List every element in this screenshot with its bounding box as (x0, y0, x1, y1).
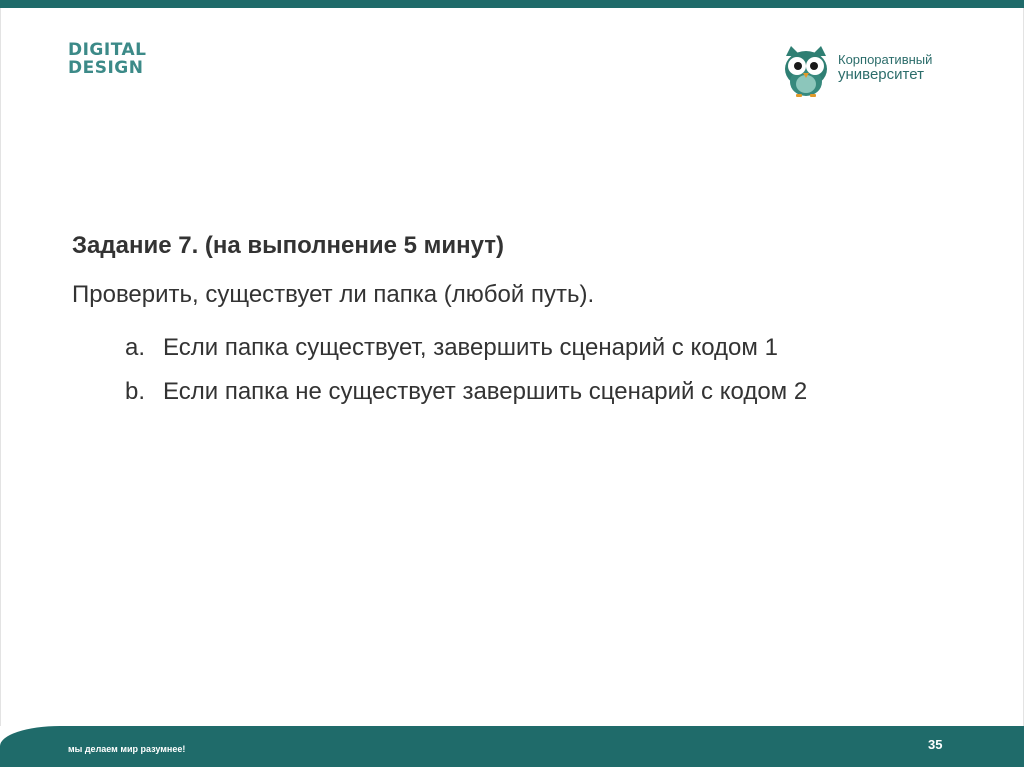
task-list (72, 326, 972, 414)
footer-bar (0, 726, 1024, 767)
logo-line-2: DESIGN (68, 58, 144, 78)
list-marker: b. (125, 378, 146, 405)
top-accent-bar (0, 0, 1024, 8)
list-item (72, 370, 953, 414)
page-number: 35 (928, 737, 943, 752)
task-title: Задание 7. (на выполнение 5 минут) (72, 232, 504, 259)
partner-line-2: университет (838, 66, 924, 83)
logo-line-1: DIGITAL (68, 40, 147, 60)
slide-content (72, 228, 972, 414)
footer-slogan: мы делаем мир разумнее! (68, 744, 186, 754)
task-description: Проверить, существует ли папка (любой путь). (72, 281, 595, 308)
partner-name (838, 53, 932, 83)
partner-line-1: Корпоративный (838, 52, 933, 67)
list-item (72, 326, 953, 370)
list-item-text: Если папка не существует завершить сценарий с кодом 2 (163, 378, 808, 405)
digital-design-logo (68, 41, 146, 77)
corporate-university-logo (780, 42, 970, 98)
list-marker: a. (125, 334, 146, 361)
owl-icon (780, 42, 832, 98)
list-item-text: Если папка существует, завершить сценарий с кодом 1 (163, 334, 778, 361)
